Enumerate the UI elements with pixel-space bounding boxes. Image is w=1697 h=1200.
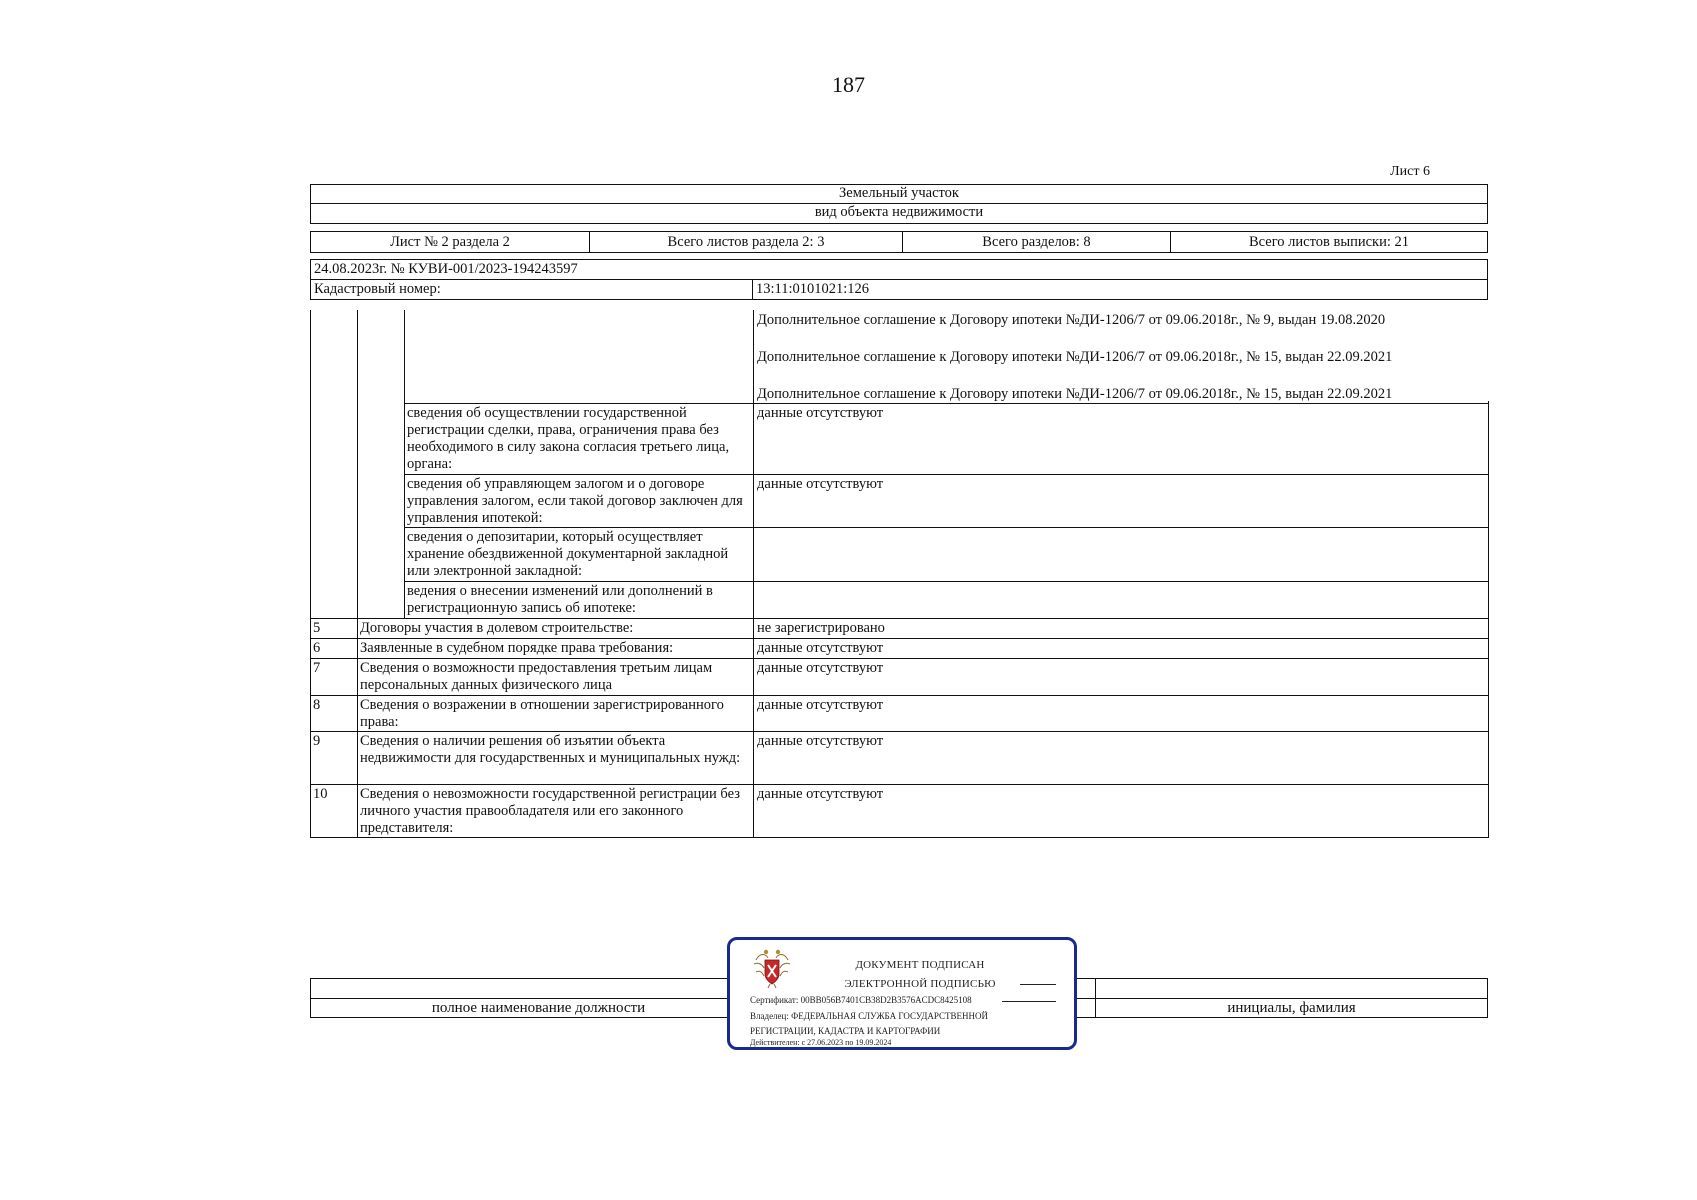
row-number: 10 bbox=[313, 786, 328, 802]
stamp-owner-line1: Владелец: ФЕДЕРАЛЬНАЯ СЛУЖБА ГОСУДАРСТВЕННОЙ bbox=[750, 1011, 989, 1021]
row-number: 6 bbox=[313, 640, 321, 656]
row-label: Сведения о возможности предоставления третьим лицам персональных данных физического лица bbox=[360, 660, 713, 693]
row-divider bbox=[310, 638, 1488, 639]
row-label: Сведения о невозможности государственной регистрации без личного участия правообладателя или его законного представителя: bbox=[360, 786, 740, 836]
table-subrow-indent-divider bbox=[404, 310, 405, 618]
total-sheets-extract: Всего листов выписки: 21 bbox=[1171, 231, 1488, 253]
object-type: Земельный участок bbox=[310, 184, 1488, 204]
row-divider bbox=[310, 695, 1488, 696]
row-divider bbox=[404, 474, 1488, 475]
stamp-title-line1: ДОКУМЕНТ ПОДПИСАН bbox=[855, 959, 985, 971]
subrow-label: сведения о депозитарии, который осуществляет хранение обездвиженной документарной закладной или электронной закладной: bbox=[407, 529, 729, 579]
row-divider bbox=[310, 731, 1488, 732]
row-value: данные отсутствуют bbox=[757, 733, 884, 749]
total-sheets-section: Всего листов раздела 2: 3 bbox=[590, 231, 903, 253]
basis-document: Дополнительное соглашение к Договору ипотеки №ДИ-1206/7 от 09.06.2018г., № 15, выдан 22.09.2021 bbox=[757, 349, 1393, 365]
page-number: 187 bbox=[832, 72, 865, 97]
cadastral-label: Кадастровый номер: bbox=[310, 280, 753, 300]
table-right-border bbox=[1488, 401, 1489, 837]
row-divider bbox=[310, 618, 1488, 619]
row-value: данные отсутствуют bbox=[757, 640, 884, 656]
row-label: Сведения о наличии решения об изъятии объекта недвижимости для государственных и муниципальных нужд: bbox=[360, 733, 741, 766]
object-type-caption: вид объекта недвижимости bbox=[310, 204, 1488, 224]
extract-date-number: 24.08.2023г. № КУВИ-001/2023-194243597 bbox=[310, 259, 1488, 280]
row-value: данные отсутствуют bbox=[757, 786, 884, 802]
basis-document: Дополнительное соглашение к Договору ипотеки №ДИ-1206/7 от 09.06.2018г., № 9, выдан 19.08.2020 bbox=[757, 312, 1386, 328]
subrow-value: данные отсутствуют bbox=[757, 405, 884, 421]
row-value: данные отсутствуют bbox=[757, 660, 884, 676]
subrow-label: сведения об управляющем залогом и о договоре управления залогом, если такой договор заключен для управления ипотекой: bbox=[407, 476, 743, 526]
subrow-label: ведения о внесении изменений или дополнений в регистрационную запись об ипотеке: bbox=[407, 583, 713, 616]
subrow-label: сведения об осуществлении государственной регистрации сделки, права, ограничения права без необходимого в силу закона согласия третьего лица, органа: bbox=[407, 405, 730, 472]
sheet-label: Лист 6 bbox=[1390, 164, 1430, 179]
cadastral-value: 13:11:0101021:126 bbox=[753, 280, 1488, 300]
stamp-rule bbox=[1020, 984, 1056, 985]
name-caption: инициалы, фамилия bbox=[1227, 1000, 1356, 1016]
row-number: 7 bbox=[313, 660, 321, 676]
row-label: Договоры участия в долевом строительстве: bbox=[360, 620, 634, 636]
row-value: не зарегистрировано bbox=[757, 620, 885, 636]
row-number: 9 bbox=[313, 733, 321, 749]
subrow-value: данные отсутствуют bbox=[757, 476, 884, 492]
row-label: Сведения о возражении в отношении зарегистрированного права: bbox=[360, 697, 724, 730]
stamp-valid: Действителен: с 27.06.2023 по 19.09.2024 bbox=[750, 1038, 892, 1047]
basis-document: Дополнительное соглашение к Договору ипотеки №ДИ-1206/7 от 09.06.2018г., № 15, выдан 22.09.2021 bbox=[757, 386, 1393, 402]
stamp-rule bbox=[1002, 1001, 1056, 1002]
row-number: 8 bbox=[313, 697, 321, 713]
position-caption: полное наименование должности bbox=[431, 1000, 646, 1016]
stamp-certificate: Сертификат: 00BB056B7401CB38D2B3576ACDC8425108 bbox=[750, 995, 972, 1005]
row-divider bbox=[404, 527, 1488, 528]
row-label: Заявленные в судебном порядке права требования: bbox=[360, 640, 674, 656]
table-left-border bbox=[310, 310, 311, 837]
coat-of-arms-icon bbox=[750, 946, 794, 990]
stamp-owner-line2: РЕГИСТРАЦИИ, КАДАСТРА И КАРТОГРАФИИ bbox=[750, 1026, 941, 1036]
sheet-of-section: Лист № 2 раздела 2 bbox=[310, 231, 590, 253]
table-bottom-border bbox=[310, 837, 1489, 838]
row-divider bbox=[404, 581, 1488, 582]
row-divider bbox=[310, 658, 1488, 659]
row-divider bbox=[310, 784, 1488, 785]
electronic-signature-stamp bbox=[727, 937, 1077, 1050]
table-value-column-divider bbox=[753, 310, 754, 837]
table-number-column-divider bbox=[357, 310, 358, 837]
stamp-title-line2: ЭЛЕКТРОННОЙ ПОДПИСЬЮ bbox=[844, 978, 996, 990]
row-value: данные отсутствуют bbox=[757, 697, 884, 713]
row-divider bbox=[404, 403, 1488, 404]
total-sections: Всего разделов: 8 bbox=[903, 231, 1171, 253]
row-number: 5 bbox=[313, 620, 321, 636]
